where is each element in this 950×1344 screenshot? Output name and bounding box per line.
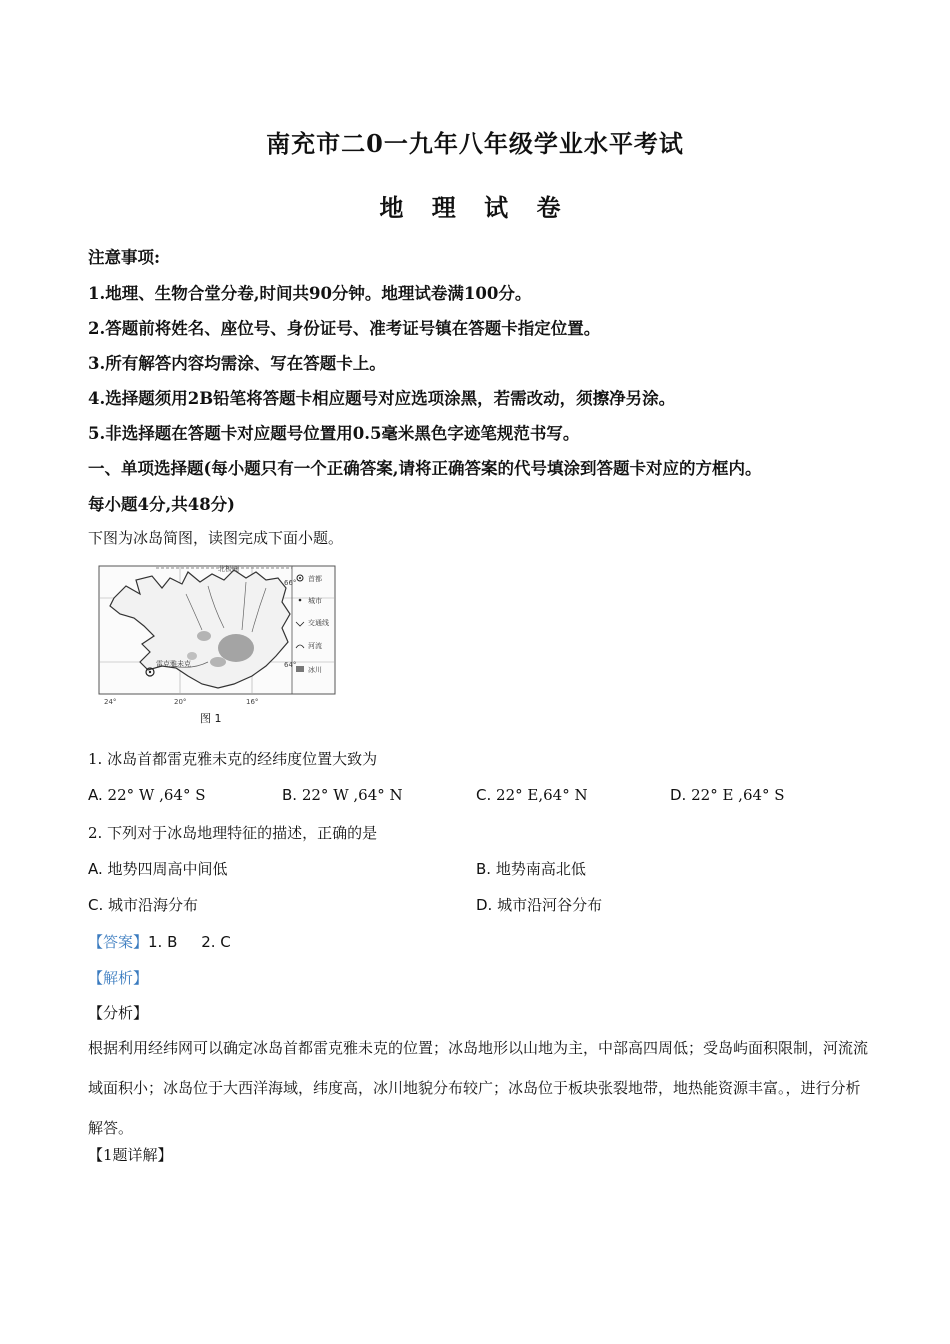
iceland-map (96, 558, 340, 718)
legend-item: 首都 (308, 575, 322, 583)
legend-item: 河流 (308, 642, 322, 650)
question-2-stem: 2. 下列对于冰岛地理特征的描述，正确的是 (88, 824, 378, 842)
section-heading-line2: 每小题4分,共48分) (88, 495, 235, 514)
analysis-label: 【解析】 (88, 969, 149, 987)
question-2-option-b[interactable]: B. 地势南高北低 (476, 860, 586, 878)
map-lat-label: 66° (284, 579, 297, 587)
question-1-stem: 1. 冰岛首都雷克雅未克的经纬度位置大致为 (88, 750, 378, 768)
answer-value: 1. B 2. C (148, 933, 231, 951)
notes-heading: 注意事项: (88, 248, 161, 267)
question-1-option-d[interactable]: D. 22° E ,64° S (670, 786, 785, 804)
question-1-option-a[interactable]: A. 22° W ,64° S (88, 786, 206, 804)
exam-subtitle: 地 理 试 卷 (379, 193, 571, 222)
exam-title: 南充市二0一九年八年级学业水平考试 (266, 129, 684, 158)
legend-item: 城市 (308, 597, 322, 605)
question-2-option-c[interactable]: C. 城市沿海分布 (88, 896, 199, 914)
map-city-label: 雷克雅未克 (156, 660, 191, 668)
map-lon-label: 24° (104, 698, 117, 706)
map-lon-label: 20° (174, 698, 187, 706)
note-item: 4.选择题须用2B铅笔将答题卡相应题号对应选项涂黑，若需改动，须擦净另涂。 (88, 389, 676, 408)
answer-label: 【答案】 (88, 933, 149, 951)
note-item: 3.所有解答内容均需涂、写在答题卡上。 (88, 354, 386, 373)
question-2-option-d[interactable]: D. 城市沿河谷分布 (476, 896, 603, 914)
detail-label: 【1题详解】 (88, 1146, 173, 1164)
map-lat-label: 64° (284, 661, 297, 669)
figure-intro: 下图为冰岛简图，读图完成下面小题。 (88, 529, 344, 547)
fenxi-label: 【分析】 (88, 1004, 149, 1022)
iceland-map-figure (96, 558, 340, 725)
note-item: 1.地理、生物合堂分卷,时间共90分钟。地理试卷满100分。 (88, 284, 532, 303)
figure-caption: 图 1 (200, 712, 222, 725)
legend-item: 冰川 (308, 666, 322, 674)
question-1-option-b[interactable]: B. 22° W ,64° N (282, 786, 403, 804)
analysis-text: 根据利用经纬网可以确定冰岛首都雷克雅未克的位置；冰岛地形以山地为主，中部高四周低；受岛屿面积限制，河流流域面积小；冰岛位于大西洋海域，纬度高，冰川地貌分布较广；冰岛位于板块张裂地带，地热能资源丰富。，进行分析解答。 (88, 1039, 869, 1137)
note-item: 5.非选择题在答题卡对应题号位置用0.5毫米黑色字迹笔规范书写。 (88, 424, 580, 443)
question-1-option-c[interactable]: C. 22° E,64° N (476, 786, 588, 804)
section-heading-line1: 一、单项选择题(每小题只有一个正确答案,请将正确答案的代号填涂到答题卡对应的方框内。 (88, 459, 762, 478)
answer-line (88, 931, 231, 952)
map-lon-label: 16° (246, 698, 259, 706)
question-2-option-a[interactable]: A. 地势四周高中间低 (88, 860, 228, 878)
map-arctic-label: 北极圈 (218, 565, 239, 573)
legend-item: 交通线 (308, 619, 329, 627)
note-item: 2.答题前将姓名、座位号、身份证号、准考证号镇在答题卡指定位置。 (88, 319, 601, 338)
